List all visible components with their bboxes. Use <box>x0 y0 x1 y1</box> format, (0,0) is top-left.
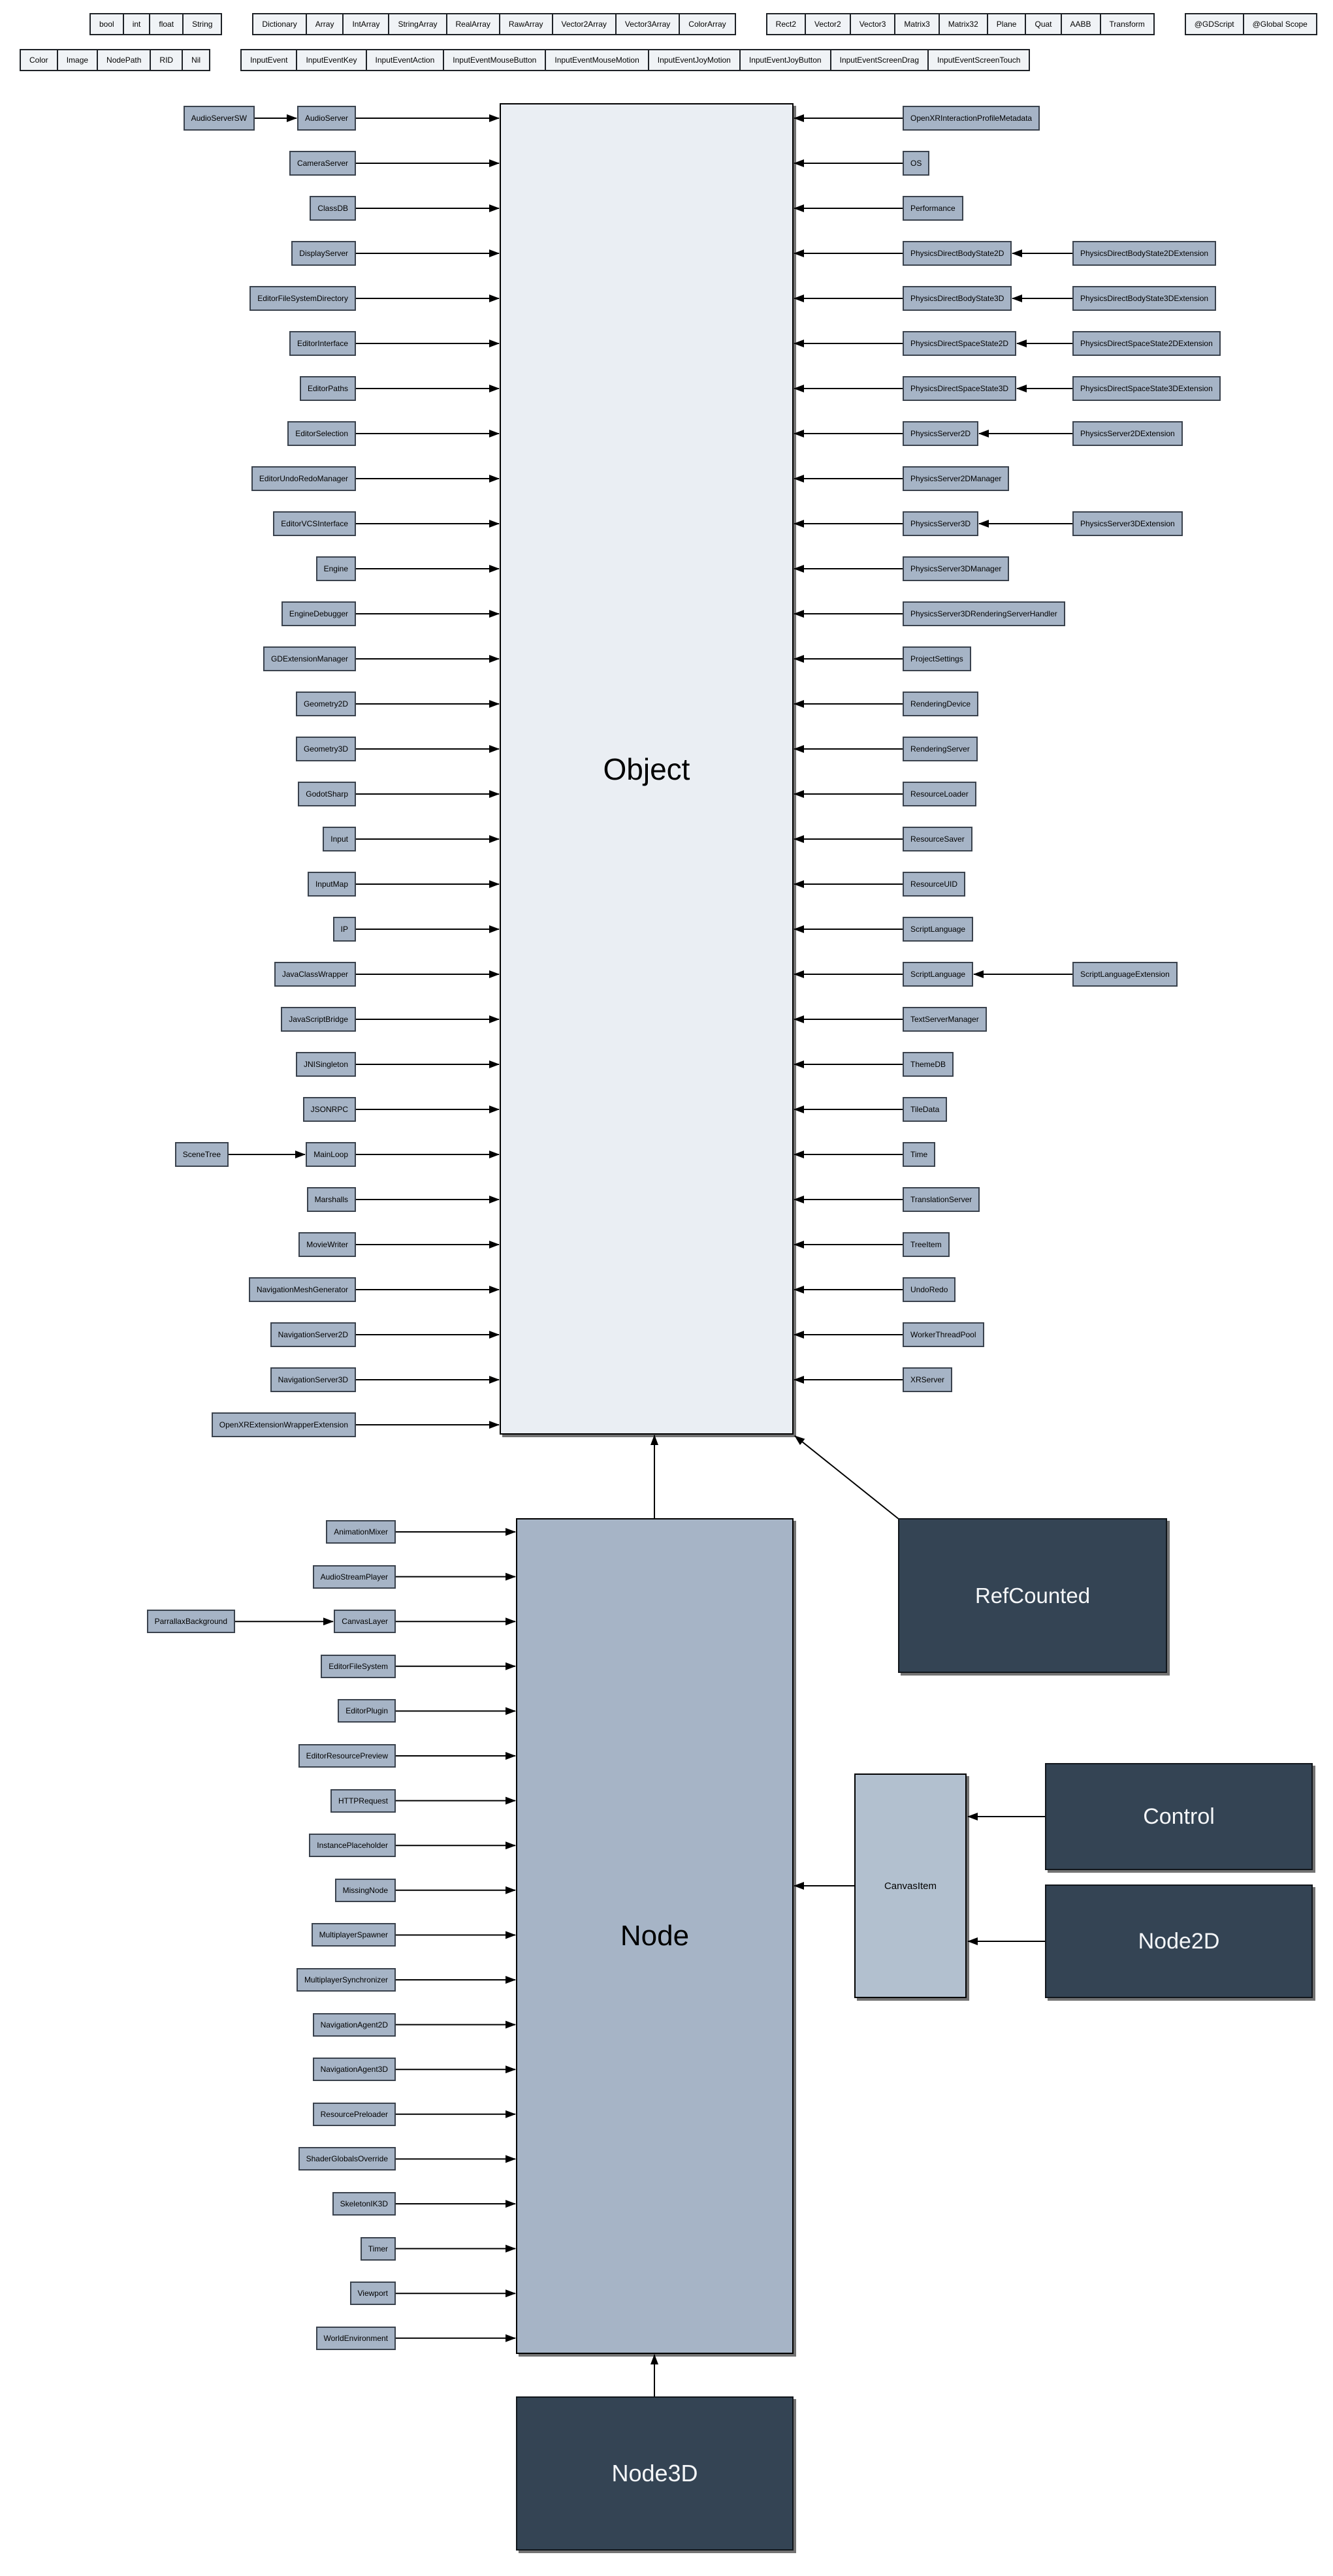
type-box-realarray: RealArray <box>446 13 500 35</box>
class-box-performance: Performance <box>903 196 963 221</box>
class-box-editorplugin: EditorPlugin <box>338 1699 396 1723</box>
class-box-animationmixer: AnimationMixer <box>326 1520 396 1544</box>
class-box-scriptlanguage: ScriptLanguage <box>903 962 973 987</box>
class-box-physicsdirectspacestate3d: PhysicsDirectSpaceState3D <box>903 376 1016 401</box>
type-box-inputeventjoybutton: InputEventJoyButton <box>739 49 831 71</box>
refcounted-label: RefCounted <box>974 1583 1091 1608</box>
type-group <box>20 49 210 71</box>
class-box-navigationagent3d: NavigationAgent3D <box>313 2058 396 2081</box>
type-box-matrix32: Matrix32 <box>939 13 988 35</box>
class-box-jnisingleton: JNISingleton <box>296 1052 356 1077</box>
class-box-editorvcsinterface: EditorVCSInterface <box>273 511 356 536</box>
class-box-gdextensionmanager: GDExtensionManager <box>263 646 356 671</box>
class-box-time: Time <box>903 1142 935 1167</box>
class-box-input: Input <box>323 827 356 851</box>
type-box-matrix3: Matrix3 <box>894 13 939 35</box>
type-box-inputeventjoymotion: InputEventJoyMotion <box>648 49 741 71</box>
class-box-physicsserver3dmanager: PhysicsServer3DManager <box>903 556 1009 581</box>
class-box-scriptlanguageextension: ScriptLanguageExtension <box>1072 962 1178 987</box>
class-box-treeitem: TreeItem <box>903 1232 950 1257</box>
class-box-node2d <box>1045 1884 1313 1998</box>
class-box-projectsettings: ProjectSettings <box>903 646 971 671</box>
class-box-editorfilesystemdirectory: EditorFileSystemDirectory <box>249 286 356 311</box>
type-group <box>1185 13 1317 35</box>
class-box-editorinterface: EditorInterface <box>289 331 356 356</box>
class-box-xrserver: XRServer <box>903 1367 952 1392</box>
type-box-inputeventmousemotion: InputEventMouseMotion <box>545 49 649 71</box>
class-box-editorpaths: EditorPaths <box>300 376 356 401</box>
class-box-audiostreamplayer: AudioStreamPlayer <box>313 1565 396 1589</box>
type-box-image: Image <box>57 49 98 71</box>
type-box-rect2: Rect2 <box>766 13 806 35</box>
class-box-physicsserver3dextension: PhysicsServer3DExtension <box>1072 511 1183 536</box>
class-box-inputmap: InputMap <box>308 872 356 897</box>
type-group <box>89 13 222 35</box>
type-box-vector2array: Vector2Array <box>552 13 617 35</box>
class-box-javascriptbridge: JavaScriptBridge <box>281 1007 356 1032</box>
class-box-renderingserver: RenderingServer <box>903 737 978 761</box>
class-box-resourcepreloader: ResourcePreloader <box>313 2103 396 2126</box>
class-box-navigationserver2d: NavigationServer2D <box>270 1322 356 1347</box>
class-box-control <box>1045 1763 1313 1870</box>
class-box-marshalls: Marshalls <box>307 1187 356 1212</box>
class-box-workerthreadpool: WorkerThreadPool <box>903 1322 984 1347</box>
type-box-nil: Nil <box>182 49 210 71</box>
class-box-tiledata: TileData <box>903 1097 947 1122</box>
type-box-float: float <box>149 13 184 35</box>
class-box-geometry3d: Geometry3D <box>296 737 356 761</box>
type-box--global-scope: @Global Scope <box>1243 13 1317 35</box>
type-box-inputeventscreendrag: InputEventScreenDrag <box>830 49 929 71</box>
type-box-int: int <box>123 13 151 35</box>
object-label: Object <box>603 752 690 786</box>
class-box-openxrinteractionprofilemetadata: OpenXRInteractionProfileMetadata <box>903 106 1040 131</box>
type-box-rawarray: RawArray <box>499 13 553 35</box>
type-box-vector2: Vector2 <box>805 13 851 35</box>
class-box-physicsdirectbodystate3dextension: PhysicsDirectBodyState3DExtension <box>1072 286 1216 311</box>
class-box-ip: IP <box>333 917 356 942</box>
class-box-resourceuid: ResourceUID <box>903 872 965 897</box>
type-box-inputeventkey: InputEventKey <box>296 49 366 71</box>
canvasitem-label: CanvasItem <box>884 1880 937 1892</box>
type-box-inputeventscreentouch: InputEventScreenTouch <box>927 49 1030 71</box>
class-box-multiplayerspawner: MultiplayerSpawner <box>312 1923 396 1947</box>
type-group <box>240 49 1030 71</box>
class-box-instanceplaceholder: InstancePlaceholder <box>309 1834 396 1857</box>
class-box-canvaslayer: CanvasLayer <box>334 1610 396 1633</box>
class-box-physicsserver2dmanager: PhysicsServer2DManager <box>903 466 1009 491</box>
class-box-physicsdirectspacestate2d: PhysicsDirectSpaceState2D <box>903 331 1016 356</box>
class-box-themedb: ThemeDB <box>903 1052 954 1077</box>
type-box-color: Color <box>20 49 58 71</box>
class-box-scriptlanguage: ScriptLanguage <box>903 917 973 942</box>
class-box-undoredo: UndoRedo <box>903 1277 956 1302</box>
class-box-node3d <box>516 2396 794 2551</box>
class-box-physicsdirectspacestate2dextension: PhysicsDirectSpaceState2DExtension <box>1072 331 1221 356</box>
class-box-resourceloader: ResourceLoader <box>903 782 976 806</box>
class-box-worldenvironment: WorldEnvironment <box>316 2327 396 2350</box>
type-box-vector3: Vector3 <box>850 13 896 35</box>
type-box-array: Array <box>306 13 344 35</box>
class-box-os: OS <box>903 151 929 176</box>
class-box-moviewriter: MovieWriter <box>298 1232 356 1257</box>
class-box-engine: Engine <box>316 556 356 581</box>
class-box-scenetree: SceneTree <box>175 1142 229 1167</box>
class-box-physicsserver3d: PhysicsServer3D <box>903 511 978 536</box>
node-label: Node <box>620 1920 690 1952</box>
class-box-javaclasswrapper: JavaClassWrapper <box>274 962 356 987</box>
class-box-jsonrpc: JSONRPC <box>303 1097 356 1122</box>
type-box-transform: Transform <box>1100 13 1155 35</box>
class-box-shaderglobalsoverride: ShaderGlobalsOverride <box>298 2147 396 2171</box>
class-box-node <box>516 1518 794 2354</box>
class-box-missingnode: MissingNode <box>335 1879 396 1902</box>
type-box-inputeventmousebutton: InputEventMouseButton <box>443 49 546 71</box>
class-box-geometry2d: Geometry2D <box>296 692 356 716</box>
type-box-rid: RID <box>150 49 183 71</box>
class-box-mainloop: MainLoop <box>306 1142 356 1167</box>
class-box-translationserver: TranslationServer <box>903 1187 980 1212</box>
class-box-parrallaxbackground: ParrallaxBackground <box>147 1610 235 1633</box>
type-box-aabb: AABB <box>1061 13 1101 35</box>
builtin-types-row-1 <box>89 13 1317 35</box>
type-box-inputeventaction: InputEventAction <box>366 49 445 71</box>
class-box-timer: Timer <box>361 2237 396 2261</box>
type-box-dictionary: Dictionary <box>252 13 306 35</box>
class-box-cameraserver: CameraServer <box>289 151 356 176</box>
class-box-physicsdirectspacestate3dextension: PhysicsDirectSpaceState3DExtension <box>1072 376 1221 401</box>
class-box-physicsdirectbodystate3d: PhysicsDirectBodyState3D <box>903 286 1012 311</box>
class-box-classdb: ClassDB <box>310 196 356 221</box>
class-box-editorundoredomanager: EditorUndoRedoManager <box>251 466 356 491</box>
class-box-audioserversw: AudioServerSW <box>184 106 255 131</box>
type-box-quat: Quat <box>1025 13 1061 35</box>
class-box-refcounted <box>898 1518 1167 1673</box>
class-box-editorfilesystem: EditorFileSystem <box>321 1655 396 1678</box>
class-box-physicsserver2d: PhysicsServer2D <box>903 421 978 446</box>
builtin-types-row-2 <box>20 49 1030 71</box>
class-box-physicsdirectbodystate2d: PhysicsDirectBodyState2D <box>903 241 1012 266</box>
type-box-string: String <box>182 13 222 35</box>
class-box-editorresourcepreview: EditorResourcePreview <box>298 1744 396 1768</box>
inheritance-arrow <box>795 1436 899 1519</box>
class-box-textservermanager: TextServerManager <box>903 1007 987 1032</box>
type-box-intarray: IntArray <box>342 13 389 35</box>
class-box-godotsharp: GodotSharp <box>298 782 356 806</box>
type-box-vector3array: Vector3Array <box>615 13 680 35</box>
class-box-audioserver: AudioServer <box>297 106 356 131</box>
type-box-plane: Plane <box>987 13 1027 35</box>
type-group <box>252 13 735 35</box>
class-box-resourcesaver: ResourceSaver <box>903 827 972 851</box>
class-box-renderingdevice: RenderingDevice <box>903 692 978 716</box>
class-box-viewport: Viewport <box>350 2282 396 2305</box>
node3d-label: Node3D <box>611 2460 698 2487</box>
class-box-physicsdirectbodystate2dextension: PhysicsDirectBodyState2DExtension <box>1072 241 1216 266</box>
type-box-colorarray: ColorArray <box>679 13 735 35</box>
type-box-bool: bool <box>89 13 124 35</box>
type-box-inputevent: InputEvent <box>240 49 297 71</box>
node2d-label: Node2D <box>1138 1928 1220 1954</box>
type-box-stringarray: StringArray <box>388 13 447 35</box>
class-box-navigationagent2d: NavigationAgent2D <box>313 2013 396 2037</box>
class-box-multiplayersynchronizer: MultiplayerSynchronizer <box>297 1968 396 1992</box>
class-box-httprequest: HTTPRequest <box>330 1789 396 1813</box>
class-box-displayserver: DisplayServer <box>291 241 356 266</box>
type-group <box>766 13 1155 35</box>
class-box-openxrextensionwrapperextension: OpenXRExtensionWrapperExtension <box>212 1412 356 1437</box>
type-box-nodepath: NodePath <box>97 49 151 71</box>
class-box-navigationserver3d: NavigationServer3D <box>270 1367 356 1392</box>
class-box-skeletonik3d: SkeletonIK3D <box>332 2192 396 2216</box>
class-box-physicsserver2dextension: PhysicsServer2DExtension <box>1072 421 1183 446</box>
class-box-enginedebugger: EngineDebugger <box>281 601 356 626</box>
class-box-object <box>500 103 794 1435</box>
class-box-editorselection: EditorSelection <box>287 421 356 446</box>
control-label: Control <box>1143 1804 1215 1829</box>
class-box-canvasitem <box>854 1773 967 1998</box>
class-box-navigationmeshgenerator: NavigationMeshGenerator <box>249 1277 356 1302</box>
class-box-physicsserver3drenderingserverhandler: PhysicsServer3DRenderingServerHandler <box>903 601 1065 626</box>
type-box--gdscript: @GDScript <box>1185 13 1244 35</box>
